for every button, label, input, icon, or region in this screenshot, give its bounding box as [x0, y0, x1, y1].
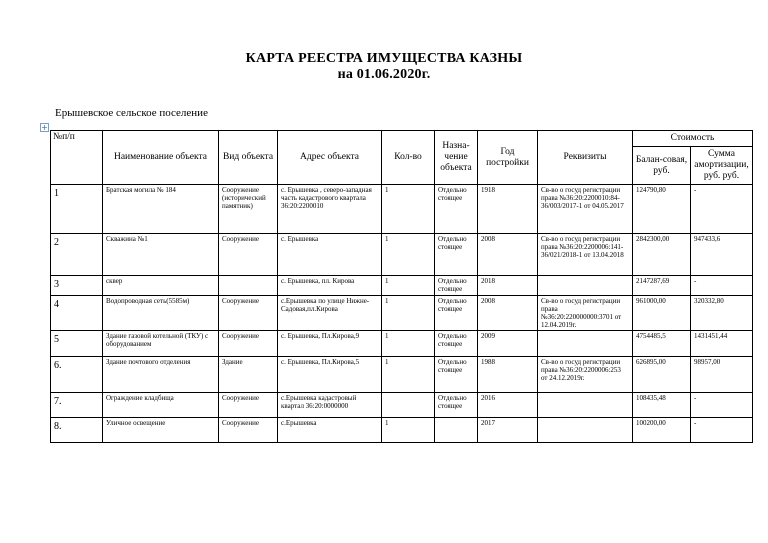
cell-year: 2017 [478, 418, 538, 443]
header-qty: Кол-во [382, 131, 435, 185]
cell-book-value: 2842300,00 [633, 234, 691, 276]
cell-book-value: 961000,00 [633, 296, 691, 331]
cell-purpose: Отдельно стоящее [435, 331, 478, 357]
cell-book-value: 2147287,69 [633, 276, 691, 296]
cell-address: с.Ерышевка по улице Нижне-Садовая,пл.Кирова [278, 296, 382, 331]
cell-year: 2008 [478, 234, 538, 276]
cell-num: 8. [51, 418, 103, 443]
cell-type: Сооружение [219, 331, 278, 357]
cell-num: 4 [51, 296, 103, 331]
cell-name: Ограждение кладбища [103, 393, 219, 418]
cell-amortization: - [691, 393, 753, 418]
cell-details [538, 331, 633, 357]
cell-qty: 1 [382, 418, 435, 443]
cell-type: Здание [219, 357, 278, 393]
cell-amortization: - [691, 276, 753, 296]
cell-year: 2009 [478, 331, 538, 357]
header-cost: Стоимость [633, 131, 753, 147]
cell-details [538, 393, 633, 418]
table-row [51, 357, 753, 393]
header-amortization: Сумма амортизации, руб. руб. [691, 147, 753, 185]
cell-purpose: Отдельно стоящее [435, 276, 478, 296]
cell-name: Водопроводная сеть(5585м) [103, 296, 219, 331]
document-date: на 01.06.2020г. [337, 67, 431, 82]
cell-address: с.Ерышевка кадастровый квартал 36:20:0000000 [278, 393, 382, 418]
header-num: №п/п [51, 131, 103, 185]
cell-num: 1 [51, 185, 103, 234]
cell-book-value: 626895,00 [633, 357, 691, 393]
cell-address: с. Ерышевка, пл. Кирова [278, 276, 382, 296]
cell-qty: 1 [382, 357, 435, 393]
table-row [51, 185, 753, 234]
cell-details [538, 276, 633, 296]
table-row [51, 331, 753, 357]
header-details: Реквизиты [538, 131, 633, 185]
cell-address: с. Ерышевка, Пл.Кирова,5 [278, 357, 382, 393]
cell-name: сквер [103, 276, 219, 296]
cell-purpose: Отдельно стоящее [435, 234, 478, 276]
cell-amortization: 1431451,44 [691, 331, 753, 357]
cell-address: с. Ерышевка , северо-западная часть кадастрового квартала 36:20:2200010 [278, 185, 382, 234]
cell-amortization: - [691, 185, 753, 234]
cell-purpose: Отдельно стоящее [435, 185, 478, 234]
cell-num: 2 [51, 234, 103, 276]
registry-table [50, 130, 753, 443]
cell-year: 2018 [478, 276, 538, 296]
cell-address: с.Ерышевка [278, 418, 382, 443]
document-title: КАРТА РЕЕСТРА ИМУЩЕСТВА КАЗНЫ [245, 51, 523, 66]
cell-address: с. Ерышевка [278, 234, 382, 276]
cell-qty: 1 [382, 185, 435, 234]
cell-purpose: Отдельно стоящее [435, 296, 478, 331]
cell-year: 2008 [478, 296, 538, 331]
cell-type: Сооружение (исторический памятник) [219, 185, 278, 234]
cell-num: 5 [51, 331, 103, 357]
settlement-name: Ерышевское сельское поселение [55, 107, 208, 119]
cell-year: 2016 [478, 393, 538, 418]
cell-amortization: 947433,6 [691, 234, 753, 276]
cell-name: Здание газовой котельной (ТКУ) с оборудованием [103, 331, 219, 357]
cell-amortization: - [691, 418, 753, 443]
cell-num: 3 [51, 276, 103, 296]
cell-name: Здание почтового отделения [103, 357, 219, 393]
cell-name: Уличное освещение [103, 418, 219, 443]
cell-details: Св-во о госуд регистрации права №36:20:2200006:141-36/021/2018-1 от 13.04.2018 [538, 234, 633, 276]
cell-qty: 1 [382, 276, 435, 296]
cell-book-value: 100200,00 [633, 418, 691, 443]
header-type: Вид объекта [219, 131, 278, 185]
cell-num: 7. [51, 393, 103, 418]
cell-details: Св-во о госуд регистрации права №36:20:2200006:253 от 24.12.2019г. [538, 357, 633, 393]
header-book-value: Балан-совая, руб. [633, 147, 691, 185]
cell-qty: 1 [382, 234, 435, 276]
header-address: Адрес объекта [278, 131, 382, 185]
table-row [51, 234, 753, 276]
cell-name: Братская могила № 184 [103, 185, 219, 234]
cell-type [219, 276, 278, 296]
table-row [51, 418, 753, 443]
cell-book-value: 108435,48 [633, 393, 691, 418]
cell-address: с. Ерышевка, Пл.Кирова,9 [278, 331, 382, 357]
cell-amortization: 320332,80 [691, 296, 753, 331]
cell-details [538, 418, 633, 443]
cell-qty: 1 [382, 331, 435, 357]
cell-purpose: Отдельно стоящее [435, 357, 478, 393]
cell-amortization: 98957,00 [691, 357, 753, 393]
header-name: Наименование объекта [103, 131, 219, 185]
table-row [51, 393, 753, 418]
table-move-handle-icon[interactable]: + [41, 123, 48, 132]
cell-purpose: Отдельно стоящее [435, 393, 478, 418]
cell-book-value: 4754485,5 [633, 331, 691, 357]
table-row [51, 276, 753, 296]
cell-qty: 1 [382, 296, 435, 331]
cell-type: Сооружение [219, 393, 278, 418]
cell-name: Скважина №1 [103, 234, 219, 276]
cell-purpose [435, 418, 478, 443]
cell-details: Св-во о госуд регистрации права №36:20:2200010:84-36/003/2017-1 от 04.05.2017 [538, 185, 633, 234]
header-year: Год постройки [478, 131, 538, 185]
cell-type: Сооружение [219, 296, 278, 331]
table-row [51, 296, 753, 331]
cell-year: 1918 [478, 185, 538, 234]
cell-book-value: 124790,80 [633, 185, 691, 234]
cell-year: 1988 [478, 357, 538, 393]
cell-type: Сооружение [219, 234, 278, 276]
header-purpose: Назна-чение объекта [435, 131, 478, 185]
cell-qty [382, 393, 435, 418]
cell-num: 6. [51, 357, 103, 393]
cell-type: Сооружение [219, 418, 278, 443]
cell-details: Св-во о госуд регистрации права №36:20:220000000:3701 от 12.04.2019г. [538, 296, 633, 331]
